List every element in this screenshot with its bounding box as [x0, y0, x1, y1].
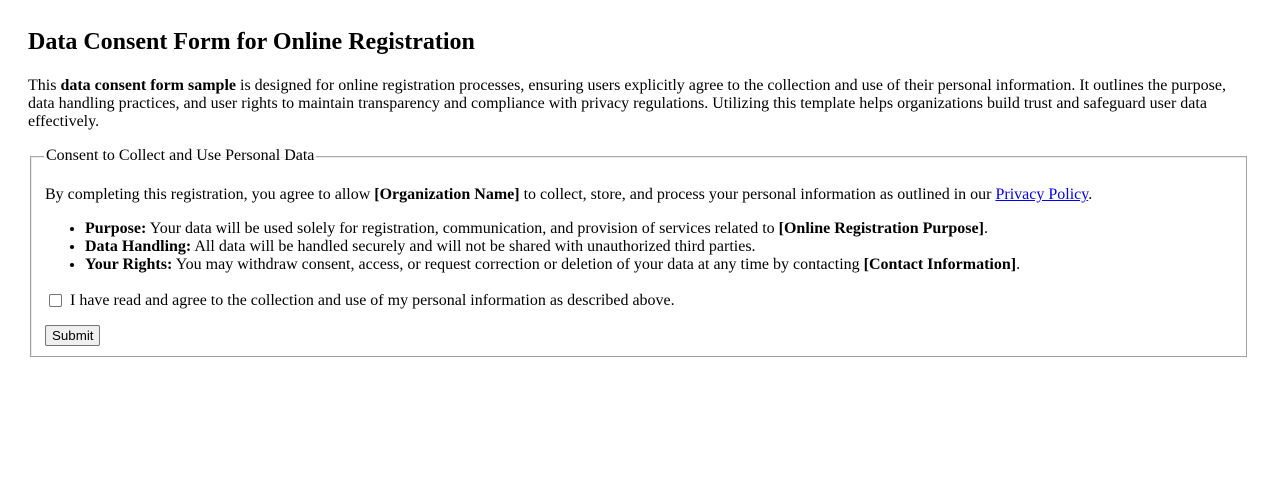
intro-bold: data consent form sample [60, 77, 236, 94]
item-end: . [1016, 256, 1021, 273]
consent-prefix: By completing this registration, you agree to allow [45, 186, 375, 203]
agree-row [45, 292, 1232, 310]
consent-form [28, 147, 1250, 357]
list-item-purpose [85, 220, 1232, 238]
consent-suffix: . [1088, 186, 1093, 203]
intro-prefix: This [28, 77, 61, 94]
list-item-data-handling [85, 238, 1232, 256]
page-title: Data Consent Form for Online Registration [28, 29, 475, 55]
list-item-your-rights [85, 256, 1232, 274]
agree-checkbox[interactable] [49, 294, 62, 307]
item-label: Purpose: [85, 220, 147, 237]
item-end: . [983, 220, 988, 237]
consent-middle: to collect, store, and process your personal information as outlined in our [519, 186, 996, 203]
consent-fieldset [30, 147, 1247, 357]
fieldset-legend: Consent to Collect and Use Personal Data [46, 147, 315, 164]
consent-details-list [45, 220, 1232, 274]
item-placeholder: [Online Registration Purpose] [778, 220, 984, 237]
submit-row [45, 325, 1232, 346]
item-label: Your Rights: [85, 256, 173, 273]
organization-placeholder: [Organization Name] [374, 186, 520, 203]
item-text: You may withdraw consent, access, or request correction or deletion of your data at any time by contacting [172, 256, 864, 273]
intro-paragraph [28, 77, 1238, 131]
item-text: All data will be handled securely and will not be shared with unauthorized third parties. [191, 238, 756, 255]
consent-statement [45, 186, 1232, 204]
item-text: Your data will be used solely for registration, communication, and provision of services related to [146, 220, 779, 237]
item-placeholder: [Contact Information] [863, 256, 1017, 273]
intro-suffix: is designed for online registration processes, ensuring users explicitly agree to the collection and use of their personal information. It outlines the purpose, data handling practices, and user rights to maintain transparency and compliance with privacy regulations. Utilizing this template helps organizations build trust and safeguard user data effectively. [28, 77, 1226, 130]
item-label: Data Handling: [85, 238, 192, 255]
agree-checkbox-label[interactable]: I have read and agree to the collection and use of my personal information as described above. [70, 292, 675, 309]
privacy-policy-link[interactable]: Privacy Policy [995, 186, 1089, 203]
submit-button[interactable]: Submit [45, 325, 100, 346]
